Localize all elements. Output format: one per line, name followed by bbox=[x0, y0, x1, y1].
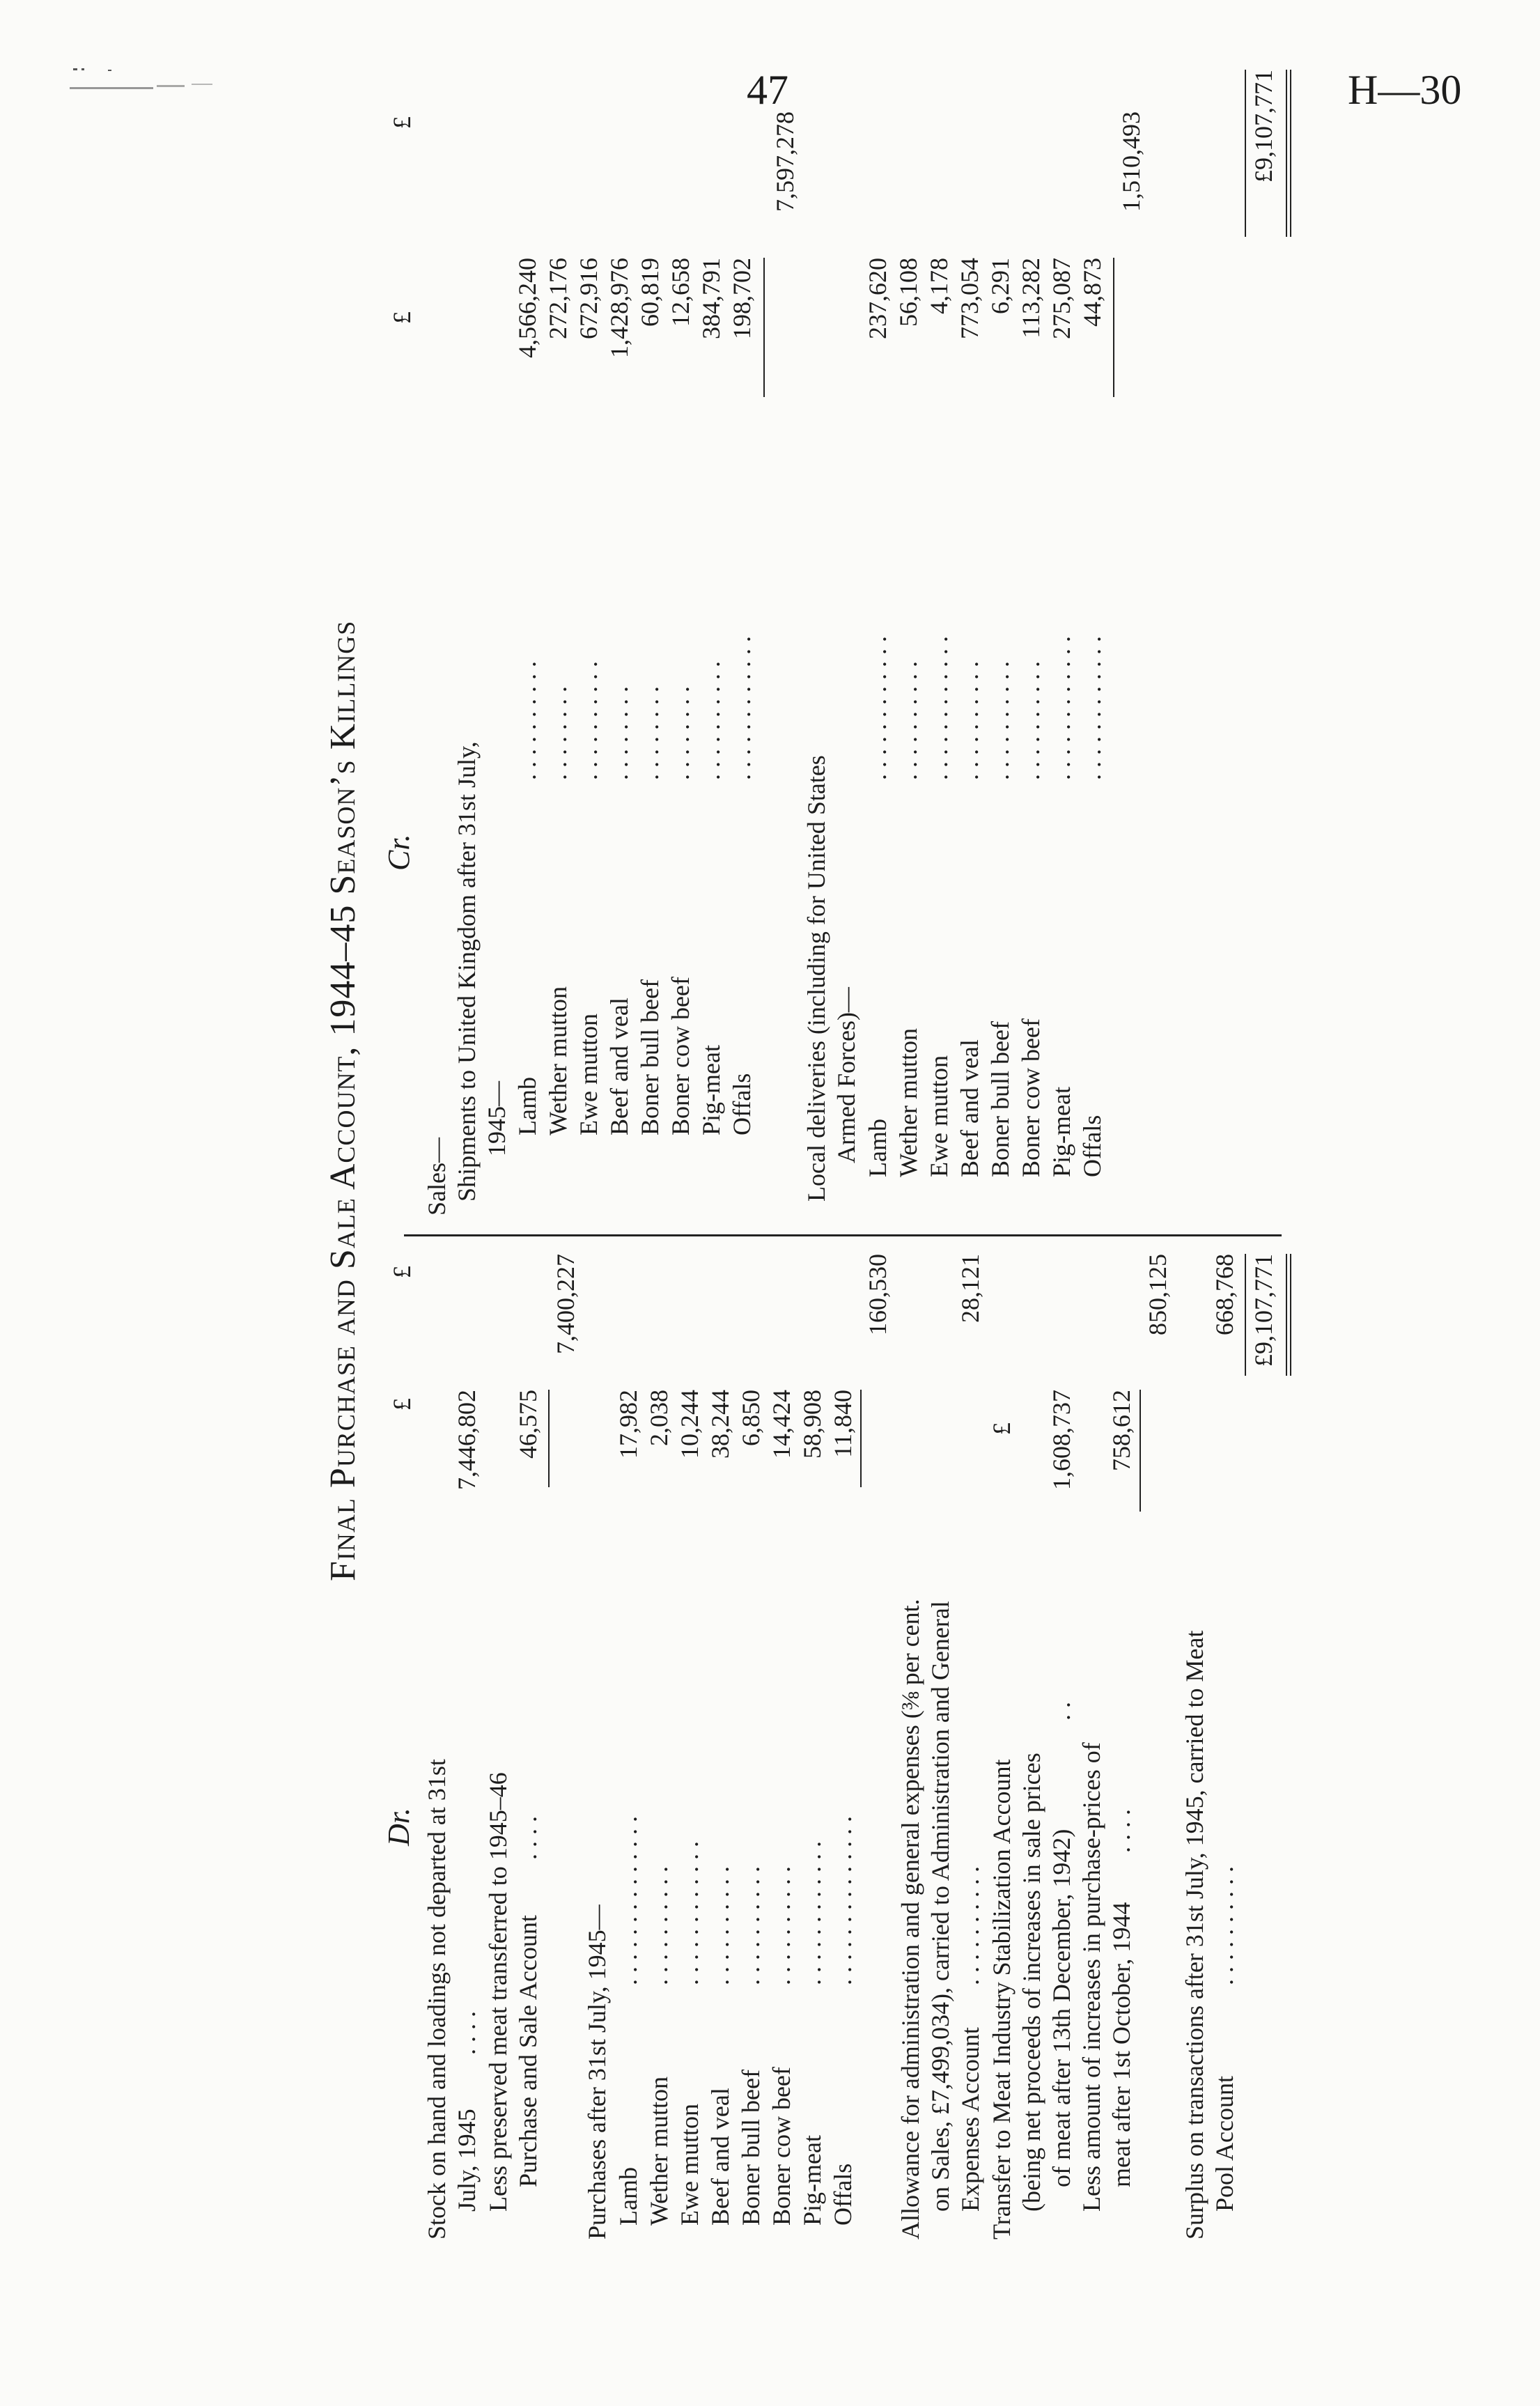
stock-net-value: 7,400,227 bbox=[552, 1254, 580, 1354]
purchase-row-leader-dots: . . . . . . . . . . bbox=[706, 1866, 734, 1985]
shipment-row-leader-dots: . . . . . . . . . . bbox=[513, 661, 541, 780]
local-row-label: Ewe mutton bbox=[925, 1055, 953, 1177]
dr-col1-symbol: £ bbox=[388, 1398, 416, 1411]
transfer-net-value: 850,125 bbox=[1144, 1254, 1172, 1335]
local-row-leader-dots: . . . . . . . . . . . . bbox=[864, 636, 892, 780]
transfer-line2: (being net proceeds of increases in sale prices bbox=[1018, 1753, 1045, 2212]
less-increases-dots: . . . . bbox=[1107, 1809, 1135, 1853]
shipment-row-label: Beef and veal bbox=[605, 998, 633, 1135]
purchase-row-value: 14,424 bbox=[768, 1390, 795, 1459]
purchases-total: 160,530 bbox=[864, 1254, 892, 1335]
shipment-row-leader-dots: . . . . . . . . . . bbox=[697, 661, 725, 780]
local-row-label: Boner bull beef bbox=[986, 1021, 1014, 1177]
shipment-row-leader-dots: . . . . . . . . bbox=[636, 686, 664, 780]
purchase-row-value: 2,038 bbox=[645, 1390, 673, 1446]
stock-dots: . . . . bbox=[453, 2011, 481, 2055]
cr-heading: Cr. bbox=[382, 834, 416, 871]
local-row-value: 44,873 bbox=[1078, 258, 1106, 327]
allowance-line2: on Sales, £7,499,034), carried to Administration and General bbox=[926, 1601, 954, 2212]
purchase-row-value: 6,850 bbox=[737, 1390, 765, 1446]
purchase-row-leader-dots: . . . . . . . . . . . . . . bbox=[614, 1816, 642, 1985]
shipment-row-value: 12,658 bbox=[667, 258, 694, 327]
less-preserved-line2: Purchase and Sale Account bbox=[514, 1915, 542, 2187]
shipment-row-value: 672,916 bbox=[575, 258, 602, 339]
purchase-row-value: 17,982 bbox=[614, 1390, 642, 1459]
local-row-value: 237,620 bbox=[864, 258, 892, 339]
local-row-leader-dots: . . . . . . . . . . bbox=[956, 661, 983, 780]
local-row-leader-dots: . . . . . . . . . . . . bbox=[1048, 636, 1075, 780]
transfer-symbol: £ bbox=[988, 1422, 1016, 1435]
shipment-row-label: Pig-meat bbox=[697, 1045, 725, 1135]
column-divider bbox=[404, 1234, 1282, 1236]
less-preserved-value: 46,575 bbox=[514, 1390, 542, 1459]
local-row-label: Pig-meat bbox=[1048, 1087, 1075, 1177]
local-row-leader-dots: . . . . . . . . . . bbox=[986, 661, 1014, 780]
less-increases-value: 758,612 bbox=[1107, 1390, 1135, 1471]
shipment-row-label: Lamb bbox=[513, 1077, 541, 1135]
local-row-leader-dots: . . . . . . . . . . bbox=[894, 661, 922, 780]
local-row-label: Boner cow beef bbox=[1017, 1018, 1045, 1177]
shipment-row-value: 4,566,240 bbox=[513, 258, 541, 358]
cr-total: £9,107,771 bbox=[1250, 70, 1277, 183]
account-table bbox=[300, 49, 1414, 2278]
purchase-row-value: 11,840 bbox=[829, 1390, 857, 1458]
purchase-row-leader-dots: . . . . . . . . . . . . bbox=[798, 1841, 826, 1985]
cr-col2-symbol: £ bbox=[388, 116, 416, 129]
purchase-row-label: Lamb bbox=[614, 2167, 642, 2226]
purchase-row-leader-dots: . . . . . . . . . . . . . . bbox=[829, 1816, 857, 1985]
local-row-label: Beef and veal bbox=[956, 1039, 983, 1177]
shipment-row-leader-dots: . . . . . . . . bbox=[667, 686, 694, 780]
surplus-line2: Pool Account bbox=[1211, 2076, 1238, 2212]
shipments-line2: 1945— bbox=[483, 1081, 511, 1156]
stock-line1: Stock on hand and loadings not departed at 31st bbox=[423, 1759, 451, 2240]
purchase-row-label: Boner bull beef bbox=[737, 2070, 765, 2226]
local-row-label: Lamb bbox=[864, 1119, 892, 1177]
less-preserved-dots: . . . . bbox=[514, 1816, 542, 1860]
shipment-row-value: 60,819 bbox=[636, 258, 664, 327]
allowance-line1: Allowance for administration and general expenses (⅜ per cent. bbox=[896, 1599, 924, 2240]
shipment-row-value: 1,428,976 bbox=[605, 258, 633, 358]
local-row-value: 6,291 bbox=[986, 258, 1014, 314]
stock-value: 7,446,802 bbox=[453, 1390, 481, 1490]
shipment-row-value: 384,791 bbox=[697, 258, 725, 339]
shipments-line1: Shipments to United Kingdom after 31st July, bbox=[453, 741, 481, 1202]
local-row-value: 275,087 bbox=[1048, 258, 1075, 339]
local-row-leader-dots: . . . . . . . . . . bbox=[1017, 661, 1045, 780]
surplus-line1: Surplus on transactions after 31st July, 1945, carried to Meat bbox=[1181, 1630, 1208, 2240]
purchase-row-label: Pig-meat bbox=[798, 2135, 826, 2226]
cr-col1-symbol: £ bbox=[388, 311, 416, 324]
account-title: Final Purchase and Sale Account, 1944–45 Season’s Killings bbox=[323, 620, 363, 1581]
allowance-dots: . . . . . . . . . . bbox=[956, 1866, 984, 1985]
local-row-value: 4,178 bbox=[925, 258, 953, 314]
shipment-row-label: Ewe mutton bbox=[575, 1014, 602, 1135]
local-row-label: Offals bbox=[1078, 1115, 1106, 1177]
document-reference: H—30 bbox=[1348, 67, 1462, 113]
shipment-row-label: Wether mutton bbox=[544, 986, 572, 1135]
purchase-row-value: 58,908 bbox=[798, 1390, 826, 1459]
less-increases-line2: meat after 1st October, 1944 bbox=[1107, 1902, 1135, 2187]
transfer-dots: . . bbox=[1048, 1702, 1075, 1721]
local-line2: Armed Forces)— bbox=[832, 987, 860, 1163]
shipment-row-label: Boner bull beef bbox=[636, 979, 664, 1135]
local-row-value: 773,054 bbox=[956, 258, 983, 339]
allowance-value: 28,121 bbox=[956, 1254, 984, 1323]
purchase-row-leader-dots: . . . . . . . . . . bbox=[737, 1866, 765, 1985]
local-row-leader-dots: . . . . . . . . . . . . bbox=[925, 636, 953, 780]
local-total: 1,510,493 bbox=[1117, 111, 1145, 212]
local-row-value: 113,282 bbox=[1017, 258, 1045, 339]
purchase-row-value: 38,244 bbox=[706, 1390, 734, 1459]
dr-col2-symbol: £ bbox=[388, 1266, 416, 1278]
local-row-value: 56,108 bbox=[894, 258, 922, 327]
shipment-row-leader-dots: . . . . . . . . bbox=[544, 686, 572, 780]
transfer-value1: 1,608,737 bbox=[1048, 1390, 1075, 1490]
surplus-dots: . . . . . . . . . . bbox=[1211, 1866, 1238, 1985]
shipment-row-leader-dots: . . . . . . . . . . bbox=[575, 661, 602, 780]
local-line1: Local deliveries (including for United States bbox=[802, 755, 830, 1202]
less-increases-line1: Less amount of increases in purchase-prices of bbox=[1078, 1742, 1105, 2212]
purchase-row-label: Wether mutton bbox=[645, 2076, 673, 2226]
transfer-line3: of meat after 13th December, 1942) bbox=[1048, 1829, 1075, 2187]
shipment-row-label: Offals bbox=[728, 1073, 756, 1135]
purchase-row-label: Ewe mutton bbox=[676, 2104, 703, 2226]
local-row-leader-dots: . . . . . . . . . . . . bbox=[1078, 636, 1106, 780]
dr-total: £9,107,771 bbox=[1250, 1254, 1277, 1367]
less-preserved-line1: Less preserved meat transferred to 1945–46 bbox=[484, 1772, 512, 2212]
sales-heading: Sales— bbox=[423, 1138, 451, 1216]
local-row-label: Wether mutton bbox=[894, 1027, 922, 1177]
dr-heading: Dr. bbox=[382, 1807, 416, 1846]
shipment-row-value: 198,702 bbox=[728, 258, 756, 339]
shipment-row-leader-dots: . . . . . . . . . . . . bbox=[728, 636, 756, 780]
scan-artifact bbox=[66, 63, 240, 104]
purchase-row-value: 10,244 bbox=[676, 1390, 703, 1459]
purchase-row-label: Beef and veal bbox=[706, 2088, 734, 2226]
purchase-row-label: Boner cow beef bbox=[768, 2067, 795, 2226]
surplus-value: 668,768 bbox=[1211, 1254, 1238, 1335]
purchase-row-label: Offals bbox=[829, 2163, 857, 2226]
allowance-line3: Expenses Account bbox=[956, 2027, 984, 2212]
transfer-line1: Transfer to Meat Industry Stabilization Account bbox=[988, 1759, 1016, 2240]
purchases-heading: Purchases after 31st July, 1945— bbox=[583, 1904, 611, 2240]
stock-line2: July, 1945 bbox=[453, 2109, 481, 2212]
shipment-row-value: 272,176 bbox=[544, 258, 572, 339]
page-number: 47 bbox=[747, 67, 788, 113]
shipment-row-label: Boner cow beef bbox=[667, 977, 694, 1135]
purchase-row-leader-dots: . . . . . . . . . . . . bbox=[676, 1841, 703, 1985]
shipments-total: 7,597,278 bbox=[771, 111, 799, 212]
purchase-row-leader-dots: . . . . . . . . . . bbox=[645, 1866, 673, 1985]
purchase-row-leader-dots: . . . . . . . . . . bbox=[768, 1866, 795, 1985]
shipment-row-leader-dots: . . . . . . . . bbox=[605, 686, 633, 780]
